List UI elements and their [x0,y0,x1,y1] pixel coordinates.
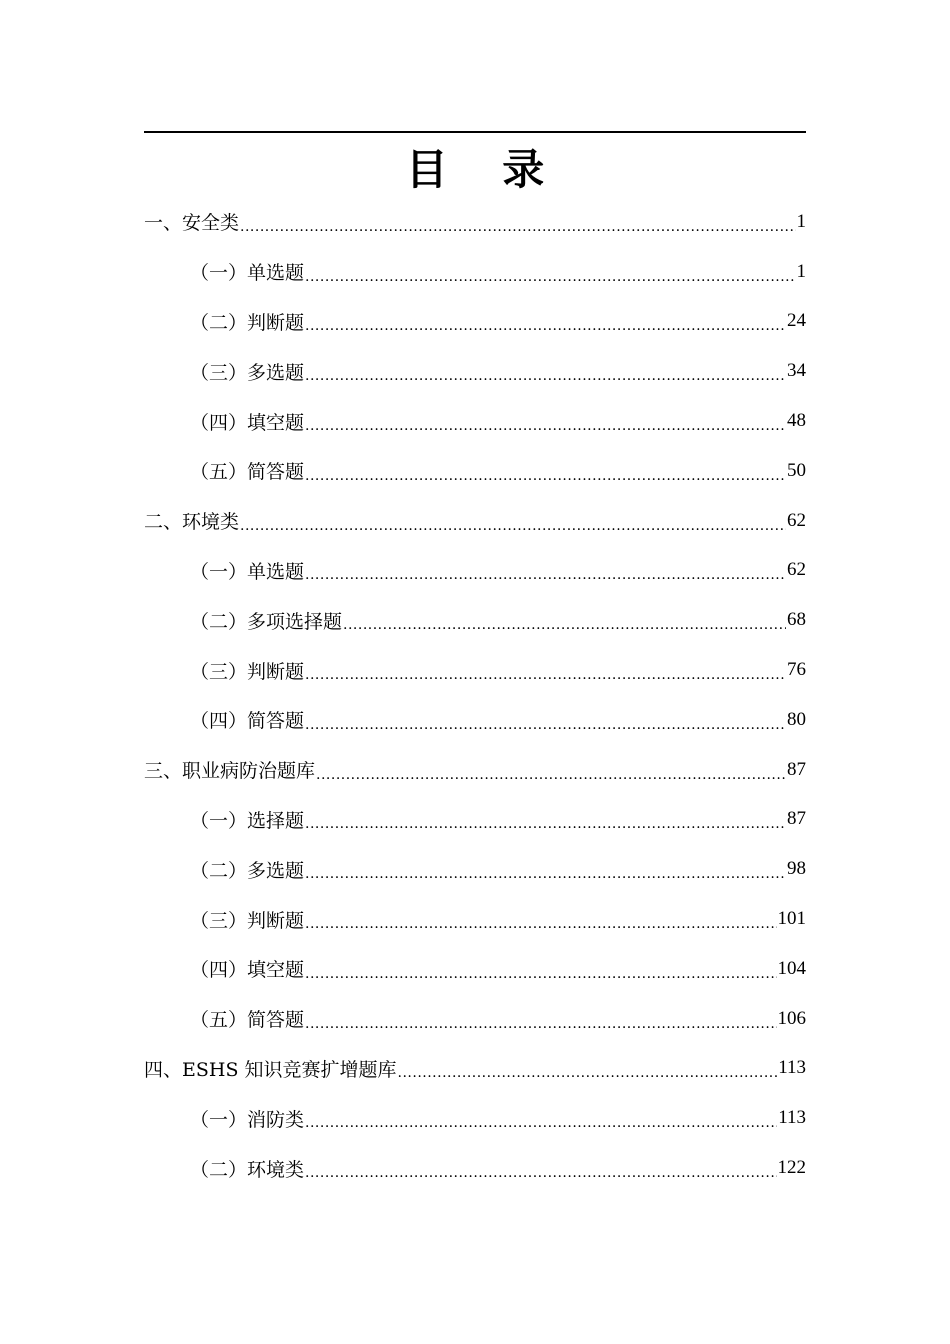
toc-entry-label: （四）填空题 [190,959,305,982]
toc-entry-label: （一）单选题 [190,262,305,285]
toc-page-number: 113 [778,1107,806,1129]
toc-dot-leader [305,712,786,734]
toc-page-number: 48 [787,410,806,432]
toc-page-number: 87 [787,758,806,780]
toc-dot-leader [305,861,786,883]
toc-dot-leader [305,662,786,684]
toc-subsection-entry[interactable] [144,695,806,745]
toc-page-number: 50 [787,459,806,481]
toc-subsection-entry[interactable] [144,396,806,446]
toc-page-number: 98 [787,858,806,880]
toc-entry-label: （二）多选题 [190,859,305,882]
toc-entry-label: （三）判断题 [190,909,305,932]
toc-page-number: 1 [796,210,806,232]
toc-page-number: 62 [787,509,806,531]
toc-dot-leader [305,463,786,485]
header-rule [144,131,806,133]
toc-dot-leader [305,1160,776,1182]
toc-dot-leader [240,214,795,236]
toc-subsection-entry[interactable] [144,795,806,845]
toc-page-number: 34 [787,360,806,382]
toc-page-number: 68 [787,609,806,631]
toc-entry-label: （三）多选题 [190,361,305,384]
toc-entry-label: 三、职业病防治题库 [144,760,316,783]
toc-subsection-entry[interactable] [144,595,806,645]
toc-section-entry[interactable] [144,496,806,546]
toc-subsection-entry[interactable] [144,645,806,695]
toc-page-number: 80 [787,708,806,730]
toc-section-entry[interactable] [144,745,806,795]
toc-subsection-entry[interactable] [144,1143,806,1193]
toc-page-number: 104 [777,957,806,979]
toc-dot-leader [343,612,786,634]
toc-dot-leader [305,264,795,286]
toc-entry-label: （四）填空题 [190,411,305,434]
toc-entry-label: 四、ESHS 知识竞赛扩增题库 [144,1058,397,1081]
toc-dot-leader [305,811,786,833]
table-of-contents [144,197,806,1193]
toc-dot-leader [305,413,786,435]
toc-page-number: 106 [777,1007,806,1029]
toc-dot-leader [305,363,786,385]
toc-dot-leader [305,1011,776,1033]
toc-section-entry[interactable] [144,1044,806,1094]
toc-entry-label: （四）简答题 [190,710,305,733]
toc-subsection-entry[interactable] [144,297,806,347]
toc-page-number: 1 [796,260,806,282]
toc-subsection-entry[interactable] [144,346,806,396]
toc-entry-label: 一、安全类 [144,212,240,235]
toc-entry-label: （二）多项选择题 [190,610,343,633]
toc-dot-leader [398,1060,778,1082]
toc-page-number: 113 [778,1057,806,1079]
toc-subsection-entry[interactable] [144,546,806,596]
toc-entry-label: （一）单选题 [190,560,305,583]
toc-dot-leader [305,562,786,584]
toc-page-number: 62 [787,559,806,581]
toc-dot-leader [305,961,776,983]
toc-entry-label: （二）判断题 [190,311,305,334]
toc-entry-label: 二、环境类 [144,511,240,534]
toc-section-entry[interactable] [144,197,806,247]
toc-dot-leader [305,313,786,335]
toc-entry-label: （一）选择题 [190,809,305,832]
toc-dot-leader [305,1110,777,1132]
toc-subsection-entry[interactable] [144,247,806,297]
toc-subsection-entry[interactable] [144,844,806,894]
toc-subsection-entry[interactable] [144,944,806,994]
toc-entry-label: （一）消防类 [190,1108,305,1131]
toc-page-number: 122 [777,1157,806,1179]
toc-subsection-entry[interactable] [144,1093,806,1143]
toc-page-number: 101 [777,908,806,930]
toc-subsection-entry[interactable] [144,894,806,944]
toc-entry-label: （三）判断题 [190,660,305,683]
toc-entry-label: （五）简答题 [190,1009,305,1032]
toc-page-number: 87 [787,808,806,830]
toc-page-number: 24 [787,310,806,332]
toc-page-number: 76 [787,659,806,681]
toc-entry-label: （五）简答题 [190,461,305,484]
toc-subsection-entry[interactable] [144,994,806,1044]
toc-dot-leader [305,911,776,933]
toc-subsection-entry[interactable] [144,446,806,496]
toc-entry-label: （二）环境类 [190,1158,305,1181]
toc-dot-leader [316,762,786,784]
page-title: 目 录 [405,145,565,194]
toc-dot-leader [240,513,786,535]
